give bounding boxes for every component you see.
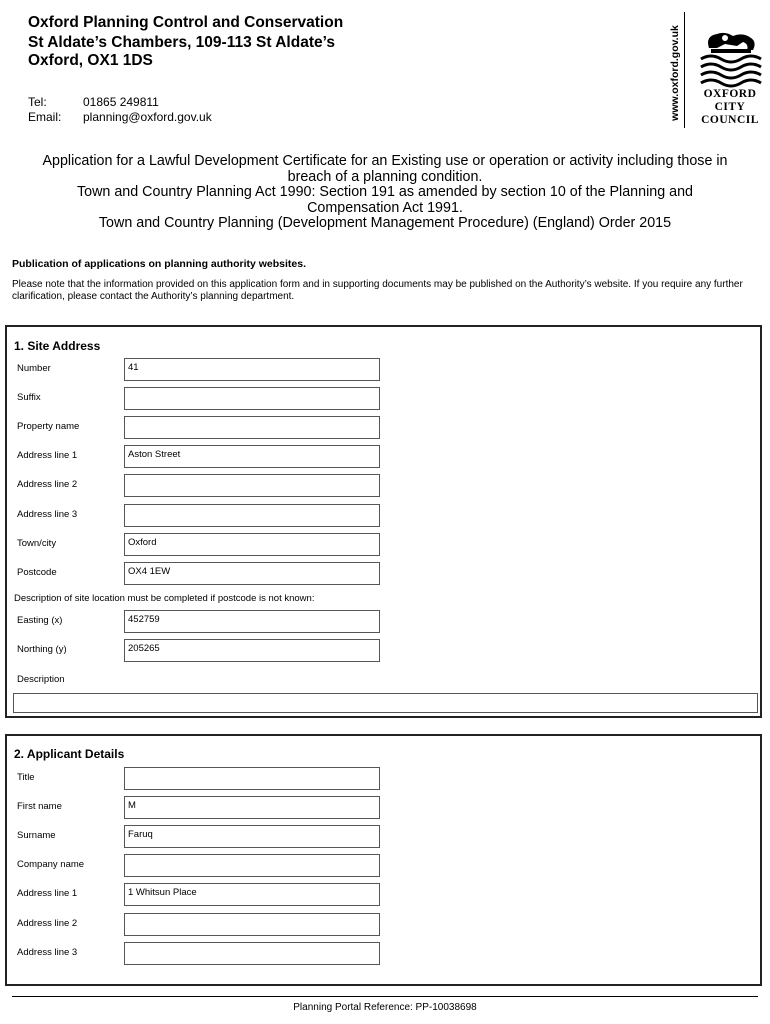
town-city-field[interactable]: Oxford <box>124 533 380 556</box>
first-name-field[interactable]: M <box>124 796 380 819</box>
surname-field[interactable]: Faruq <box>124 825 380 848</box>
first-name-label: First name <box>17 801 62 812</box>
northing-field[interactable]: 205265 <box>124 639 380 662</box>
applicant-address-line2-label: Address line 2 <box>17 918 78 929</box>
applicant-address-line3-field[interactable] <box>124 942 380 965</box>
section-title: 2. Applicant Details <box>14 747 125 761</box>
publication-text: Please note that the information provided on this application form and in supporting documents may be published on the Authority’s website. If you require any further clarification, please contact the Authority’s planning department. <box>12 279 743 302</box>
council-name-line1: OXFORD <box>703 88 757 100</box>
header-divider <box>684 12 685 128</box>
council-name-line3: COUNCIL <box>701 114 759 126</box>
suffix-label: Suffix <box>17 392 41 403</box>
address-line3-label: Address line 3 <box>17 509 78 520</box>
address-line2-label: Address line 2 <box>17 479 78 490</box>
postcode-field[interactable]: OX4 1EW <box>124 562 380 585</box>
title-line1: Application for a Lawful Development Certificate for an Existing use or operation or activity including those in <box>42 153 728 169</box>
publication-heading: Publication of applications on planning authority websites. <box>12 258 307 270</box>
footer-divider <box>12 996 758 997</box>
company-name-field[interactable] <box>124 854 380 877</box>
title-line2: breach of a planning condition. <box>287 168 483 185</box>
number-field[interactable]: 41 <box>124 358 380 381</box>
applicant-address-line2-field[interactable] <box>124 913 380 936</box>
property-name-label: Property name <box>17 421 80 432</box>
section-title: 1. Site Address <box>14 339 101 353</box>
company-name-label: Company name <box>17 859 85 870</box>
contact-tel <box>28 95 159 110</box>
surname-label: Surname <box>17 830 56 841</box>
portal-reference: Planning Portal Reference: PP-10038698 <box>293 1002 477 1013</box>
address-line3-field[interactable] <box>124 504 380 527</box>
applicant-section <box>5 734 762 986</box>
title-field[interactable] <box>124 767 380 790</box>
address-line1-label: Address line 1 <box>17 450 78 461</box>
website-url-vertical <box>660 15 690 130</box>
description-field[interactable] <box>13 693 758 713</box>
suffix-field[interactable] <box>124 387 380 410</box>
postcode-label: Postcode <box>17 567 57 578</box>
title-line5: Town and Country Planning (Development Management Procedure) (England) Order 2015 <box>98 215 672 231</box>
number-label: Number <box>17 363 51 374</box>
description-label: Description <box>17 674 65 685</box>
email-label: Email: <box>28 110 62 124</box>
org-name: Oxford Planning Control and Conservation <box>28 14 344 31</box>
contact-email <box>28 110 212 125</box>
council-name-line2: CITY <box>714 101 746 113</box>
applicant-address-line1-label: Address line 1 <box>17 888 78 899</box>
town-city-label: Town/city <box>17 538 57 549</box>
location-note: Description of site location must be completed if postcode is not known: <box>14 593 315 604</box>
applicant-address-line3-label: Address line 3 <box>17 947 78 958</box>
site-address-section <box>5 325 762 718</box>
application-title <box>8 154 762 232</box>
ox-crest-icon <box>695 28 765 88</box>
applicant-address-line1-field[interactable]: 1 Whitsun Place <box>124 883 380 906</box>
council-name <box>693 88 767 127</box>
tel-label: Tel: <box>28 95 47 109</box>
title-label: Title <box>17 772 35 783</box>
property-name-field[interactable] <box>124 416 380 439</box>
northing-label: Northing (y) <box>17 644 67 655</box>
org-address-line1: St Aldate’s Chambers, 109-113 St Aldate’s <box>28 34 335 51</box>
tel-value: 01865 249811 <box>83 95 159 109</box>
address-line2-field[interactable] <box>124 474 380 497</box>
title-line4: Compensation Act 1991. <box>307 199 463 216</box>
address-line1-field[interactable]: Aston Street <box>124 445 380 468</box>
title-line3: Town and Country Planning Act 1990: Section 191 as amended by section 10 of the Planning and <box>77 184 693 200</box>
easting-label: Easting (x) <box>17 615 63 626</box>
website-url-text: www.oxford.gov.uk <box>669 24 681 121</box>
easting-field[interactable]: 452759 <box>124 610 380 633</box>
org-address-line2: Oxford, OX1 1DS <box>28 52 153 69</box>
email-value[interactable]: planning@oxford.gov.uk <box>83 110 212 124</box>
